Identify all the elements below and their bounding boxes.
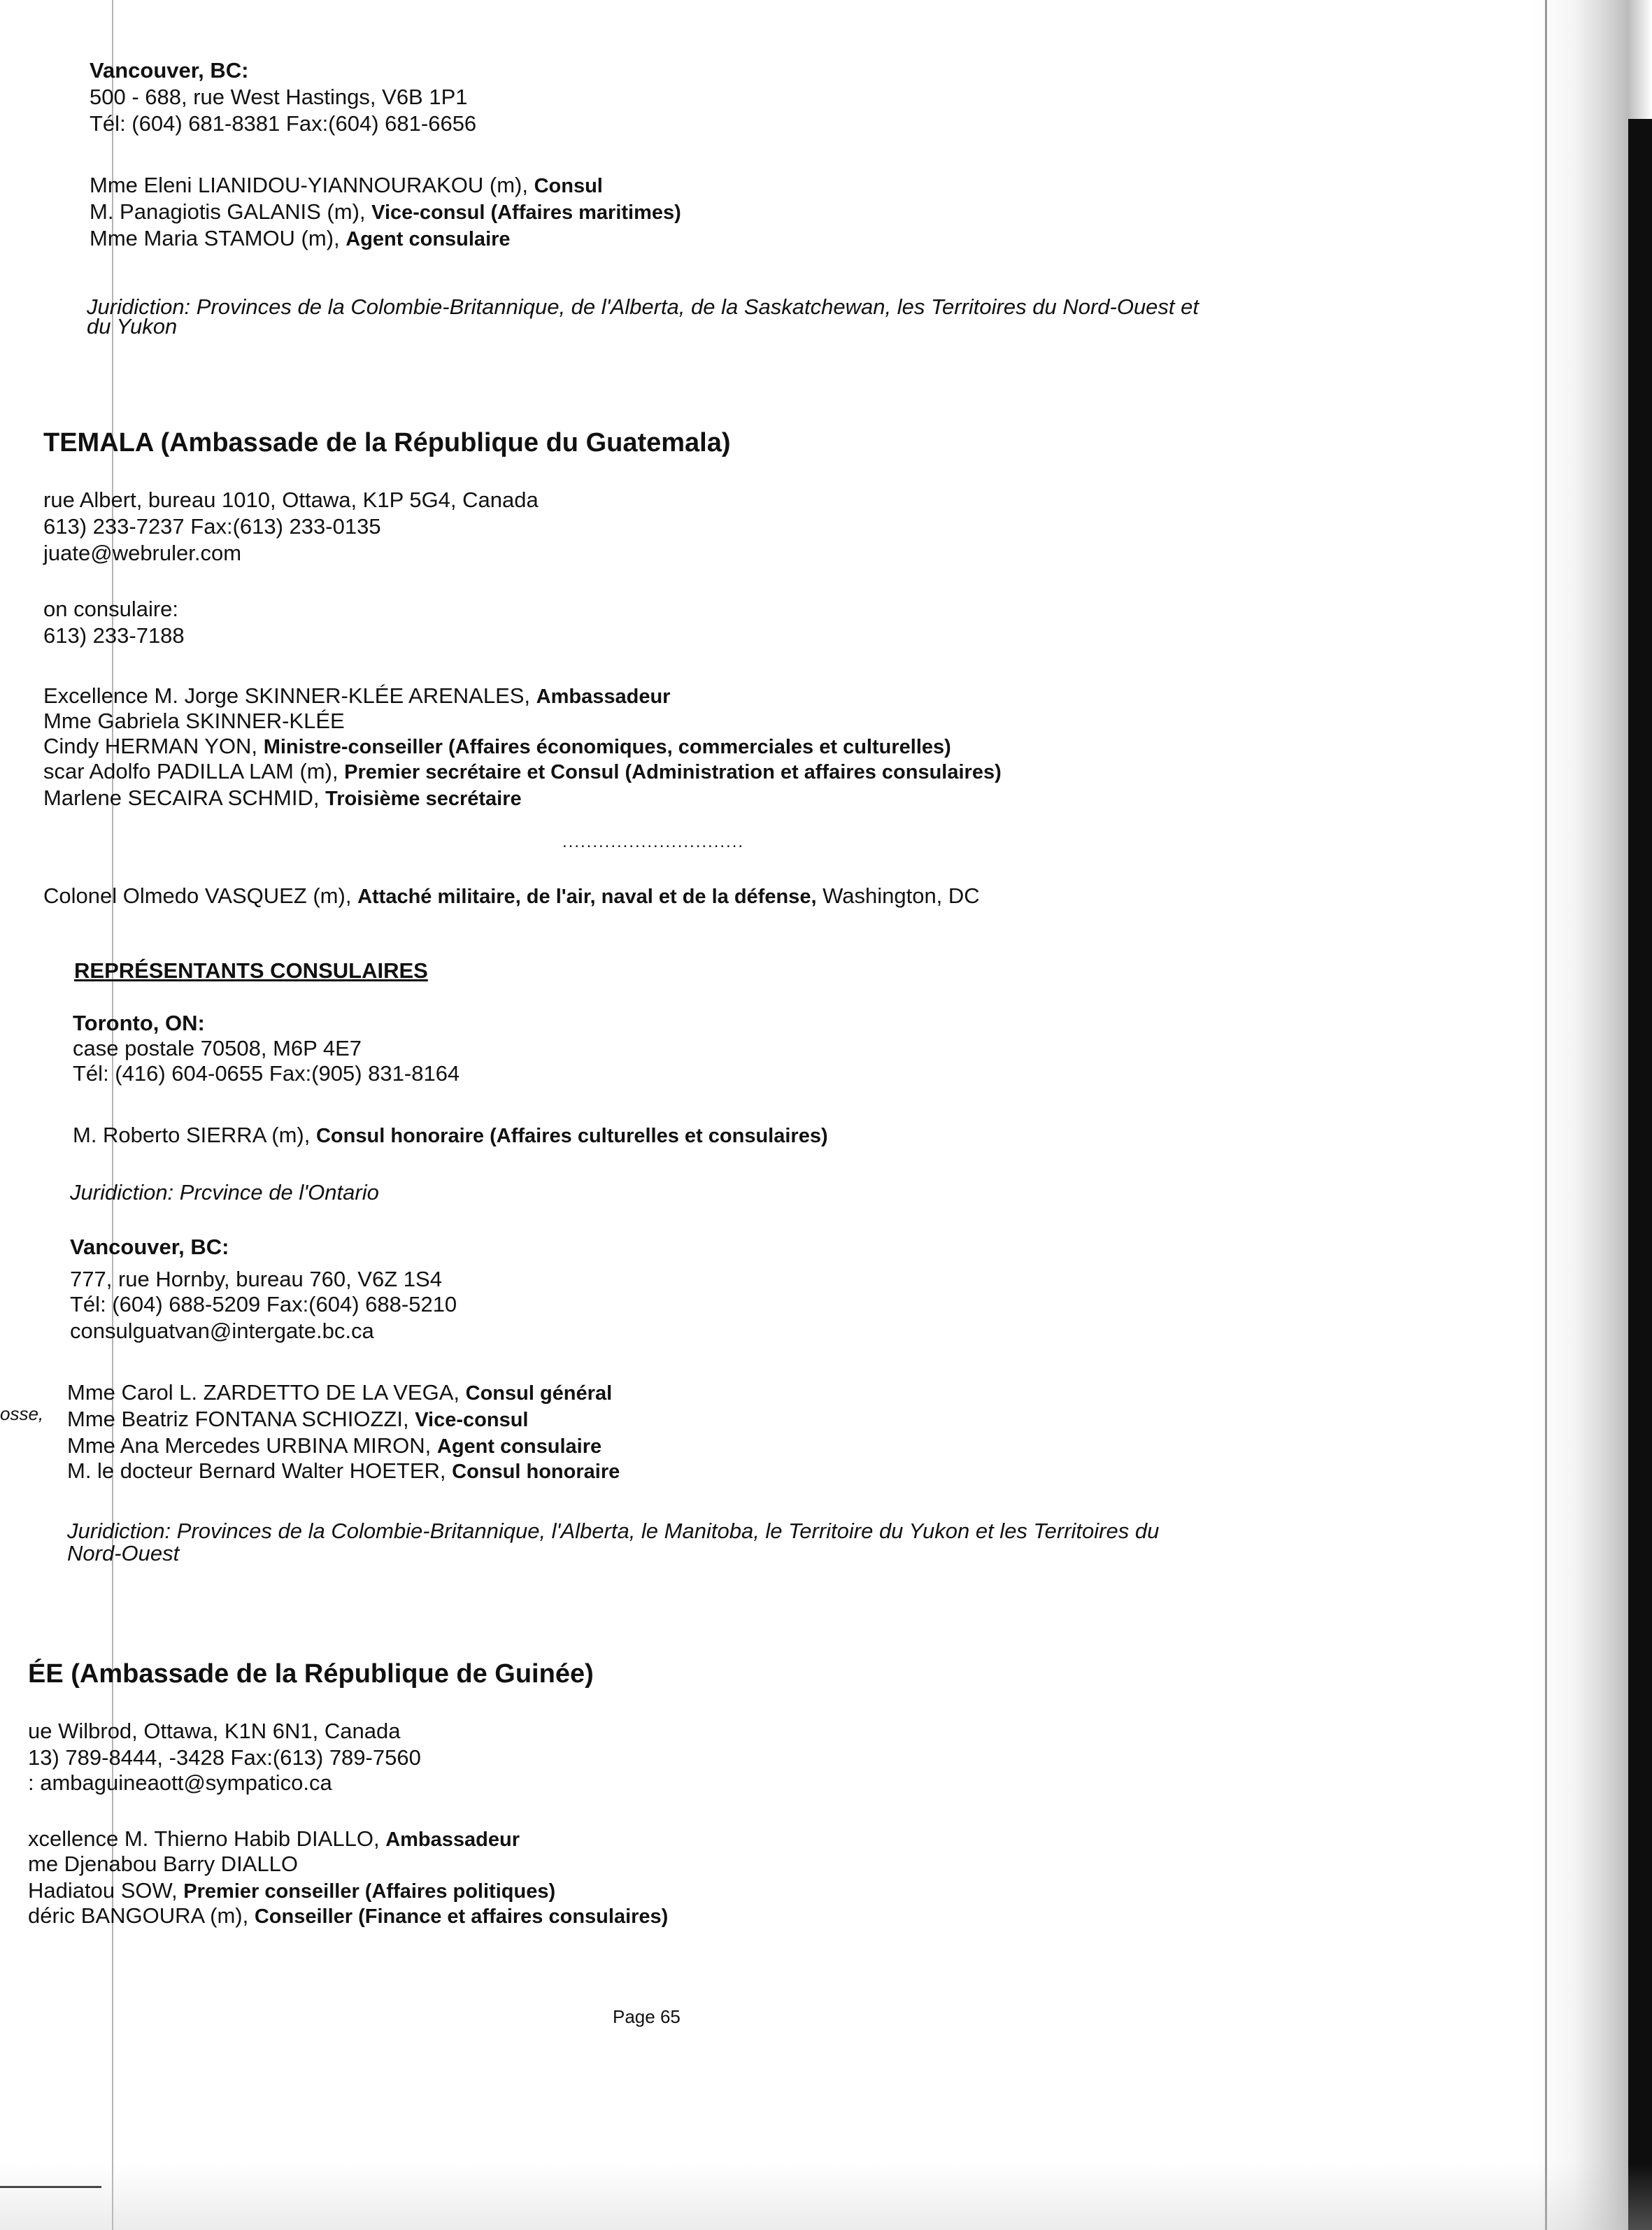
staff-title: Vice-consul (415, 1409, 529, 1431)
staff-line (28, 1877, 555, 1905)
staff-title: Consul honoraire (452, 1461, 620, 1483)
staff-title: Troisième secrétaire (325, 788, 522, 810)
staff-title: Ambassadeur (385, 1828, 520, 1851)
separator-dots: .............................. (562, 832, 745, 851)
page-binding-edge (1545, 0, 1547, 2230)
staff-title: Consul (534, 175, 603, 197)
staff-line (67, 1433, 601, 1460)
guatemala-phone: 613) 233-7237 Fax:(613) 233-0135 (43, 514, 381, 539)
staff-line (43, 683, 670, 710)
scan-bottom-shadow (0, 2164, 1652, 2230)
toronto-jurisdiction: Juridiction: Prcvince de l'Ontario (70, 1180, 379, 1205)
staff-title: Ministre-conseiller (Affaires économiques, commerciales et culturelles) (263, 736, 951, 758)
guinea-address: ue Wilbrod, Ottawa, K1N 6N1, Canada (28, 1719, 401, 1743)
staff-line (43, 708, 345, 735)
guatemala-consular-phone: 613) 233-7188 (43, 623, 185, 648)
staff-name: Mme Ana Mercedes URBINA MIRON, (67, 1433, 432, 1458)
staff-name: Mme Eleni LIANIDOU-YIANNOURAKOU (m), (90, 173, 528, 197)
staff-line (90, 199, 681, 226)
staff-line (43, 785, 522, 812)
staff-name: Mme Maria STAMOU (m), (90, 226, 340, 250)
vancouver-city: Vancouver, BC: (70, 1235, 229, 1259)
attache-title: Attaché militaire, de l'air, naval et de la défense, (357, 886, 817, 908)
staff-title: Ambassadeur (536, 686, 671, 708)
vancouver-jurisdiction-line2: Nord-Ouest (67, 1541, 180, 1565)
page-number: Page 65 (613, 2006, 681, 2027)
staff-title: Premier secrétaire et Consul (Administration et affaires consulaires) (344, 761, 1002, 783)
staff-line (90, 172, 603, 199)
staff-title: Consul honoraire (Affaires culturelles et consulaires) (315, 1125, 828, 1147)
attache-name: Colonel Olmedo VASQUEZ (m), (43, 883, 352, 908)
staff-line (90, 225, 511, 253)
staff-line (28, 1851, 298, 1878)
staff-title: Consul général (465, 1382, 613, 1405)
guatemala-email: juate@webruler.com (43, 541, 242, 565)
guinea-email: : ambaguineaott@sympatico.ca (28, 1770, 332, 1795)
staff-name: me Djenabou Barry DIALLO (28, 1852, 298, 1876)
greece-jurisdiction-line1: Juridiction: Provinces de la Colombie-Britannique, de l'Alberta, de la Saskatchewan, les Territoires du Nord-Ouest et (87, 294, 1199, 319)
staff-title: Vice-consul (Affaires maritimes) (371, 201, 681, 224)
toronto-city: Toronto, ON: (73, 1011, 205, 1035)
staff-line (67, 1458, 620, 1485)
greece-jurisdiction-line2: du Yukon (87, 314, 178, 339)
staff-name: Excellence M. Jorge SKINNER-KLÉE ARENALES, (43, 683, 531, 708)
staff-name: Mme Beatriz FONTANA SCHIOZZI, (67, 1407, 409, 1431)
guatemala-heading: TEMALA (Ambassade de la République du Guatemala) (43, 428, 731, 457)
guinea-heading: ÉE (Ambassade de la République de Guinée) (28, 1659, 594, 1689)
margin-fragment: osse, (0, 1403, 44, 1424)
staff-name: xcellence M. Thierno Habib DIALLO, (28, 1826, 380, 1851)
vancouver-jurisdiction-line1: Juridiction: Provinces de la Colombie-Britannique, l'Alberta, le Manitoba, le Territoire du Yukon et les Territoires du (67, 1519, 1160, 1543)
consular-representatives-heading: REPRÉSENTANTS CONSULAIRES (74, 958, 428, 983)
toronto-address: case postale 70508, M6P 4E7 (73, 1036, 362, 1060)
staff-name: M. Panagiotis GALANIS (m), (90, 199, 366, 224)
vancouver-address: 777, rue Hornby, bureau 760, V6Z 1S4 (70, 1267, 442, 1291)
staff-name: Marlene SECAIRA SCHMID, (43, 786, 320, 810)
vancouver-phone: Tél: (604) 688-5209 Fax:(604) 688-5210 (70, 1292, 457, 1316)
staff-line (73, 1122, 828, 1149)
staff-line (43, 758, 1002, 786)
staff-line (43, 733, 951, 760)
staff-title: Premier conseiller (Affaires politiques) (183, 1880, 556, 1903)
military-attache-line (43, 883, 980, 910)
staff-line (67, 1406, 528, 1433)
toronto-phone: Tél: (416) 604-0655 Fax:(905) 831-8164 (73, 1061, 460, 1086)
staff-line (28, 1903, 668, 1930)
guatemala-consular-label: on consulaire: (43, 597, 179, 621)
staff-name: Hadiatou SOW, (28, 1878, 178, 1903)
staff-title: Agent consulaire (346, 228, 511, 250)
staff-name: Mme Gabriela SKINNER-KLÉE (43, 709, 345, 733)
staff-name: M. le docteur Bernard Walter HOETER, (67, 1458, 446, 1483)
staff-name: Mme Carol L. ZARDETTO DE LA VEGA, (67, 1380, 460, 1405)
greece-vancouver-city: Vancouver, BC: (90, 58, 249, 83)
staff-name: déric BANGOURA (m), (28, 1903, 249, 1928)
page-binding-dark-edge (1628, 119, 1652, 2230)
vancouver-email: consulguatvan@intergate.bc.ca (70, 1319, 374, 1343)
staff-title: Agent consulaire (436, 1435, 602, 1458)
greece-vancouver-phone: Tél: (604) 681-8381 Fax:(604) 681-6656 (90, 111, 477, 136)
attache-location: Washington, DC (823, 883, 980, 908)
staff-line (28, 1826, 520, 1853)
guinea-phone: 13) 789-8444, -3428 Fax:(613) 789-7560 (28, 1745, 421, 1770)
staff-title: Conseiller (Finance et affaires consulaires) (254, 1905, 669, 1928)
guatemala-address: rue Albert, bureau 1010, Ottawa, K1P 5G4, Canada (43, 488, 539, 512)
staff-line (67, 1379, 612, 1407)
greece-vancouver-address: 500 - 688, rue West Hastings, V6B 1P1 (90, 85, 468, 109)
staff-name: Cindy HERMAN YON, (43, 734, 258, 758)
staff-name: M. Roberto SIERRA (m), (73, 1123, 311, 1147)
staff-name: scar Adolfo PADILLA LAM (m), (43, 759, 339, 783)
